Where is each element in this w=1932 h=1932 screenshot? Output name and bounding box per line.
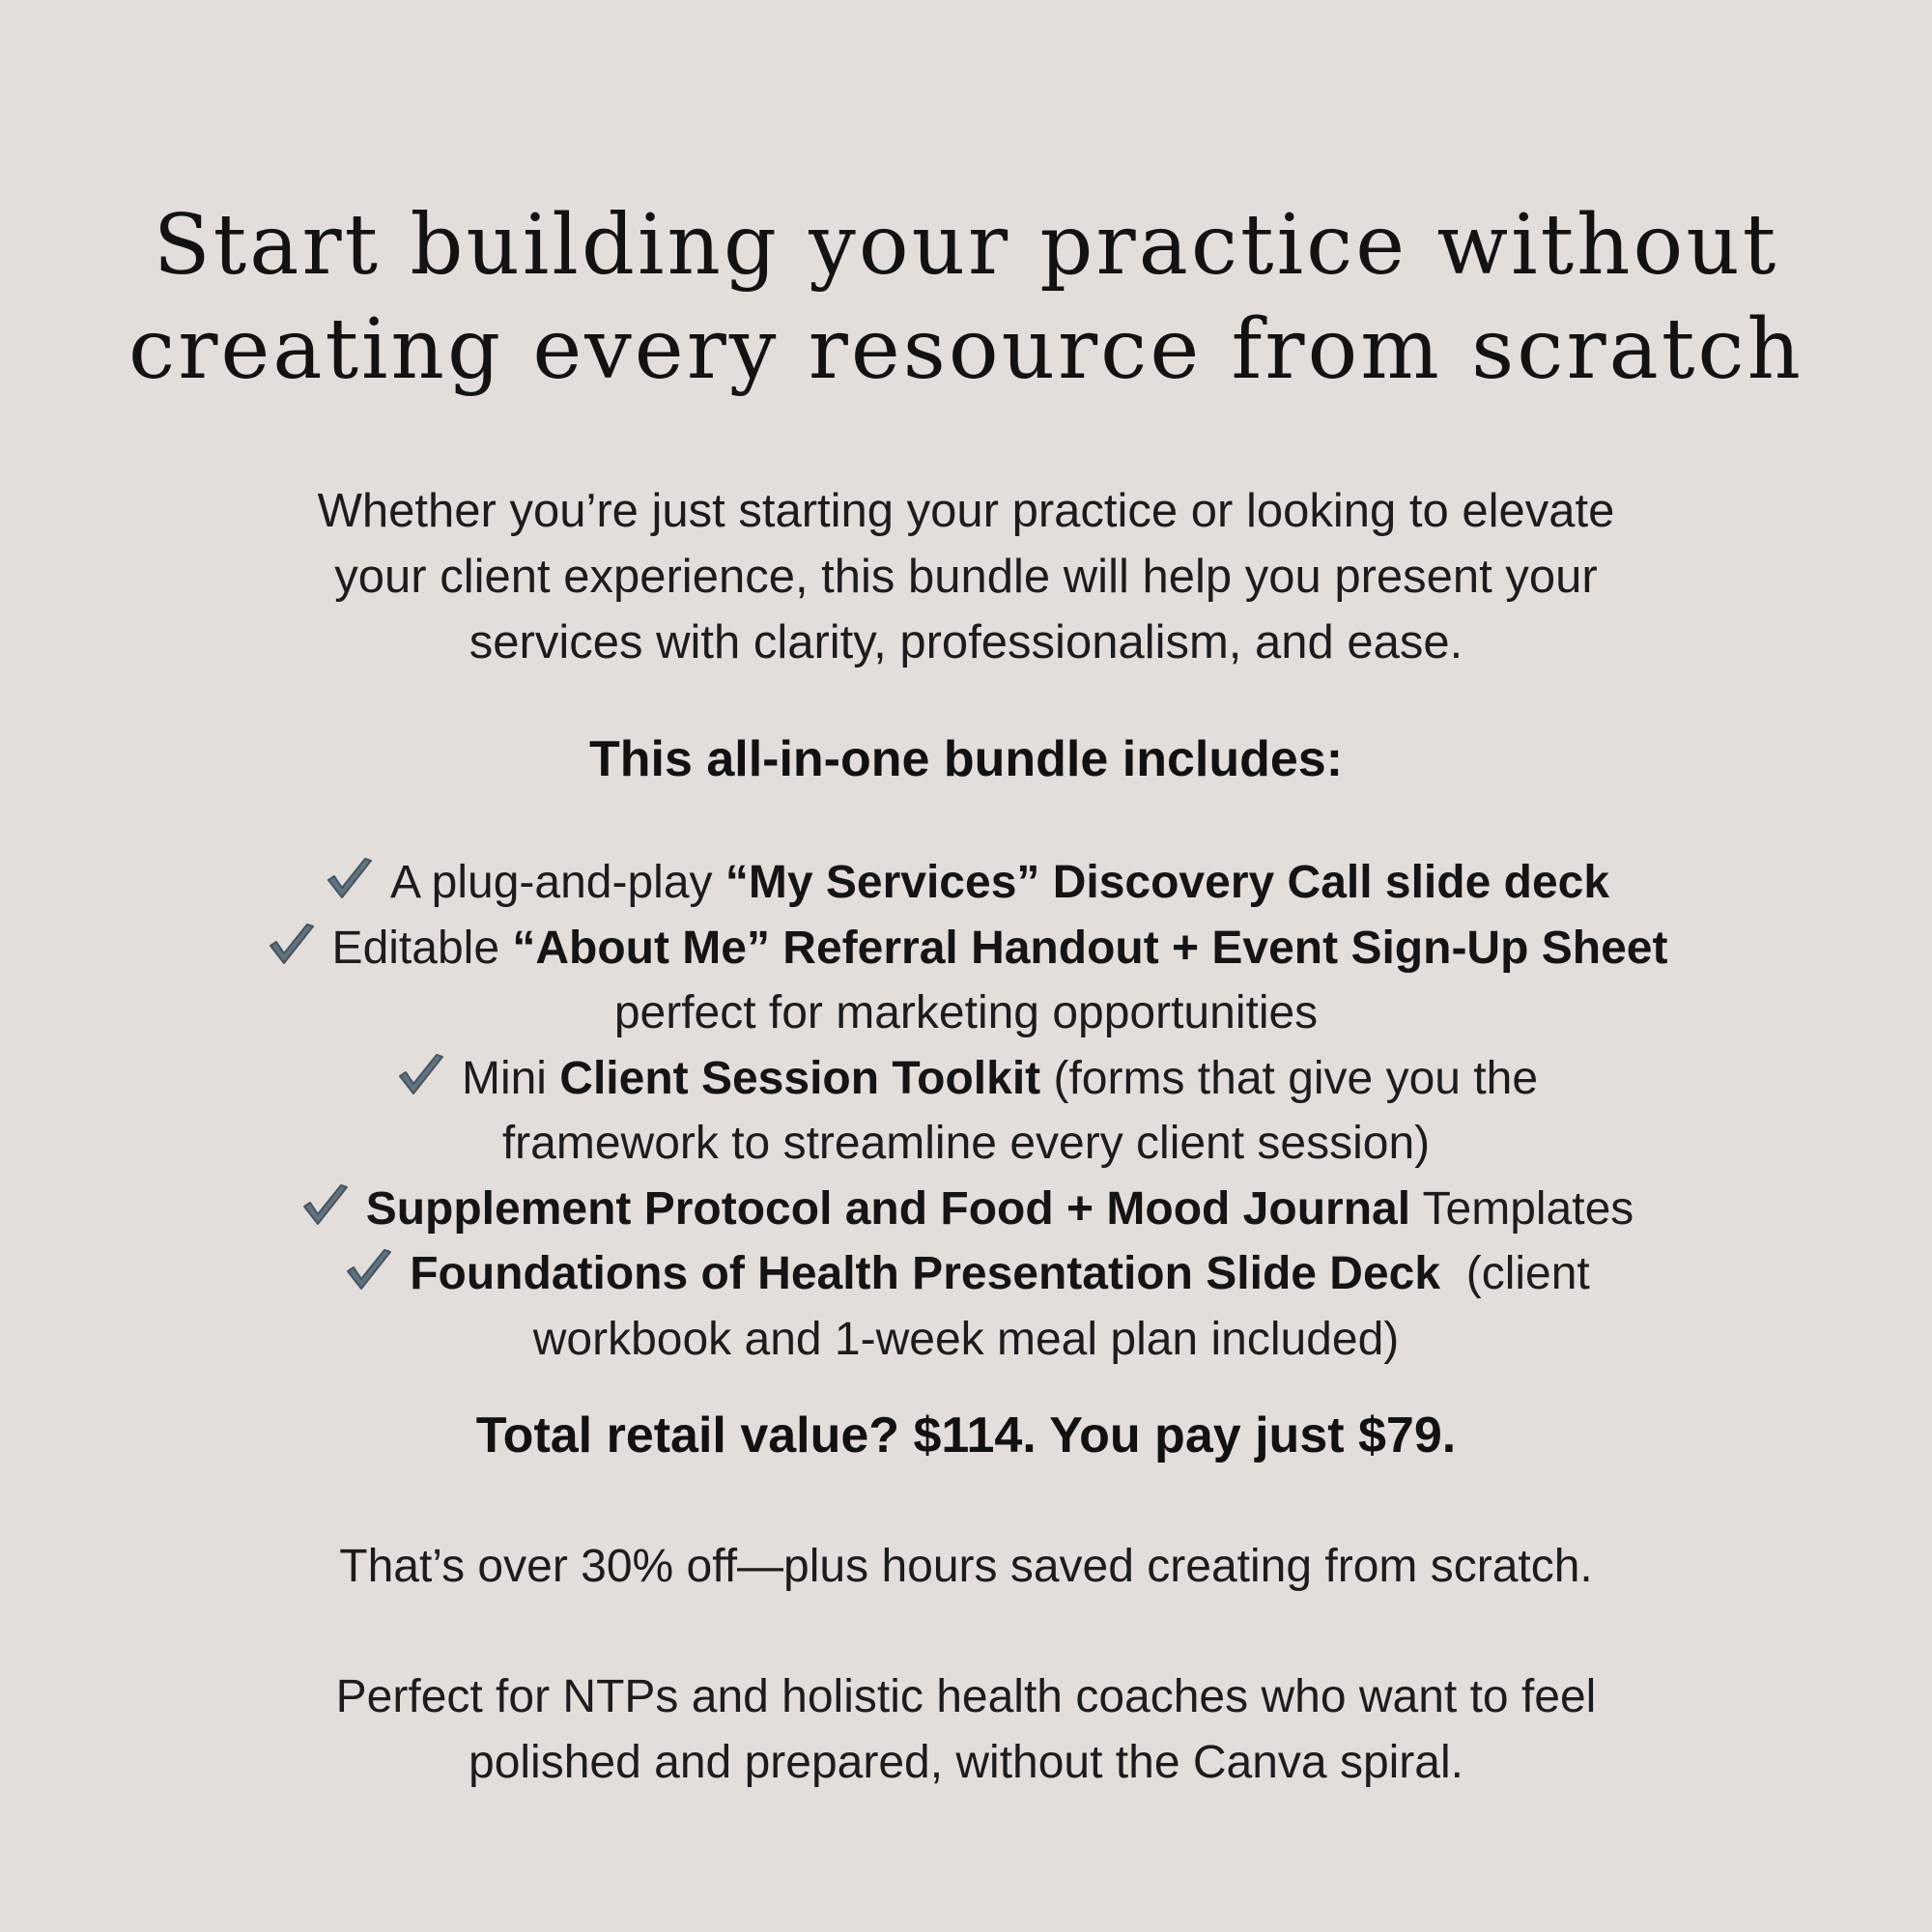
list-item-continuation: workbook and 1-week meal plan included) — [532, 1313, 1400, 1365]
list-item-line — [97, 1177, 1835, 1242]
price-statement — [145, 1403, 1787, 1468]
heavy-check-mark-icon — [323, 855, 377, 905]
list-item-bold-text: Foundations of Health Presentation Slide Deck — [410, 1248, 1441, 1299]
list-item-text: Mini — [461, 1052, 560, 1104]
bundle-items-list — [97, 850, 1835, 1372]
list-item-line — [97, 850, 1835, 916]
heavy-check-mark-icon — [265, 921, 319, 971]
list-item — [97, 850, 1835, 916]
includes-heading: This all-in-one bundle includes: — [588, 731, 1344, 787]
price-text: Total retail value? $114. You pay just $79. — [475, 1407, 1457, 1463]
savings-statement: That’s over 30% off—plus hours saved creating from scratch. — [339, 1541, 1593, 1592]
heavy-check-mark-icon — [342, 1246, 396, 1296]
audience-line-1: Perfect for NTPs and holistic health coaches who want to feel — [335, 1671, 1597, 1722]
list-item-text: A plug-and-play — [389, 857, 725, 908]
intro-paragraph — [145, 478, 1787, 675]
list-item — [97, 1046, 1835, 1177]
list-item — [97, 1241, 1835, 1372]
page-title-line-1: Start building your practice without — [153, 197, 1779, 294]
heavy-check-mark-icon — [298, 1181, 353, 1232]
intro-line-1: Whether you’re just starting your practice or looking to elevate — [317, 485, 1615, 537]
list-item-text: Editable — [331, 922, 513, 974]
intro-line-3: services with clarity, professionalism, and ease. — [469, 616, 1463, 668]
page-title — [97, 193, 1835, 402]
list-item-bold-text: Client Session Toolkit — [559, 1052, 1041, 1104]
list-item-text: Templates — [1410, 1182, 1634, 1235]
list-item-bold-text: “My Services” Discovery Call slide deck — [724, 857, 1610, 908]
list-item-line — [97, 1241, 1835, 1307]
list-item-text: (client — [1440, 1248, 1590, 1299]
intro-line-2: your client experience, this bundle will help you present your — [334, 551, 1598, 603]
page-title-line-2: creating every resource from scratch — [128, 301, 1804, 398]
heavy-check-mark-icon — [394, 1051, 448, 1101]
list-item-bold-text: Supplement Protocol and Food + Mood Journal — [365, 1182, 1411, 1235]
audience-statement — [145, 1664, 1787, 1796]
list-item — [97, 1177, 1835, 1242]
list-item-line — [97, 1046, 1835, 1112]
list-item-continuation: perfect for marketing opportunities — [613, 987, 1319, 1038]
audience-line-2: polished and prepared, without the Canva spiral. — [469, 1737, 1463, 1788]
list-item-line — [97, 916, 1835, 981]
list-item-continuation: framework to streamline every client session) — [501, 1118, 1431, 1169]
list-item-bold-text: “About Me” Referral Handout + Event Sign-Up Sheet — [512, 922, 1668, 974]
list-item-text: (forms that give you the — [1040, 1052, 1539, 1104]
list-item — [97, 916, 1835, 1046]
